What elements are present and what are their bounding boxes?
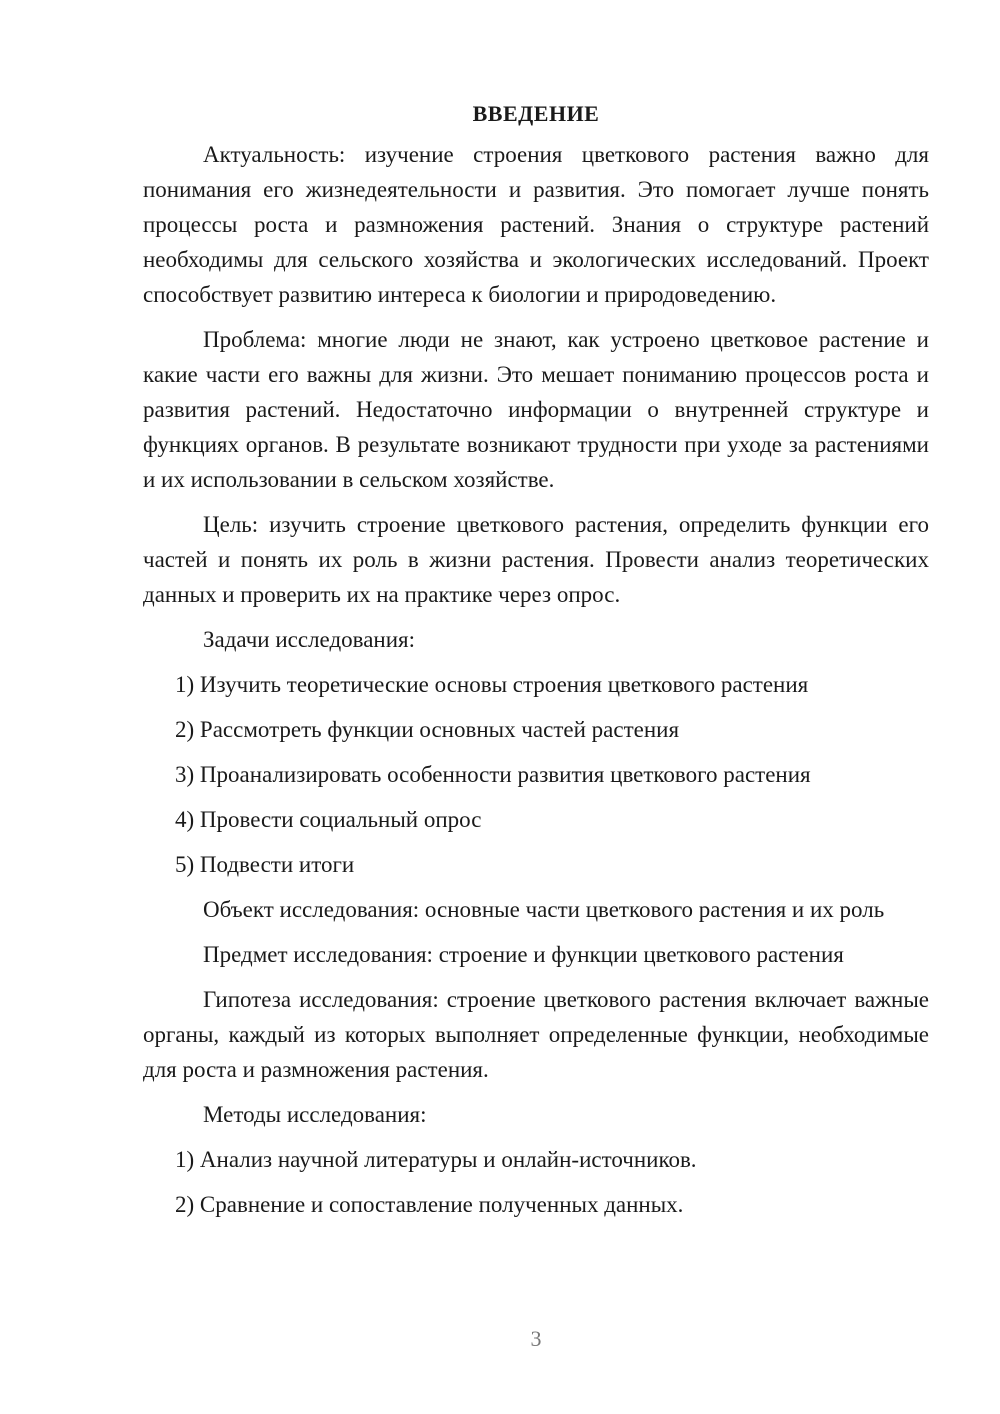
task-item: 3) Проанализировать особенности развития цветкового растения [175,762,811,787]
methods-heading: Методы исследования: [203,1102,427,1127]
page-content [143,96,929,1232]
subject-paragraph: Предмет исследования: строение и функции цветкового растения [203,942,844,967]
task-item: 4) Провести социальный опрос [175,807,482,832]
tasks-heading: Задачи исследования: [203,627,416,652]
method-item: 1) Анализ научной литературы и онлайн-источников. [175,1147,697,1172]
hypothesis-paragraph: Гипотеза исследования: строение цветкового растения включает важные органы, каждый из которых выполняет определенные функции, необходимые для роста и размножения растения. [143,987,929,1082]
section-title: ВВЕДЕНИЕ [472,101,600,126]
method-item: 2) Сравнение и сопоставление полученных данных. [175,1192,684,1217]
object-paragraph: Объект исследования: основные части цветкового растения и их роль [203,897,885,922]
problem-paragraph: Проблема: многие люди не знают, как устроено цветковое растение и какие части его важны для жизни. Это мешает пониманию процессов роста и развития растений. Недостаточно информации о внутренней структуре и функциях органов. В результате возникают трудности при уходе за растениями и их использовании в сельском хозяйстве. [143,327,929,492]
relevance-paragraph: Актуальность: изучение строения цветкового растения важно для понимания его жизнедеятельности и развития. Это помогает лучше понять процессы роста и размножения растений. Знания о структуре растений необходимы для сельского хозяйства и экологических исследований. Проект способствует развитию интереса к биологии и природоведению. [143,142,929,307]
task-item: 5) Подвести итоги [175,852,355,877]
task-item: 1) Изучить теоретические основы строения цветкового растения [175,672,809,697]
task-item: 2) Рассмотреть функции основных частей растения [175,717,680,742]
goal-paragraph: Цель: изучить строение цветкового растения, определить функции его частей и понять их роль в жизни растения. Провести анализ теоретических данных и проверить их на практике через опрос. [143,512,929,607]
page-number: 3 [530,1326,542,1351]
